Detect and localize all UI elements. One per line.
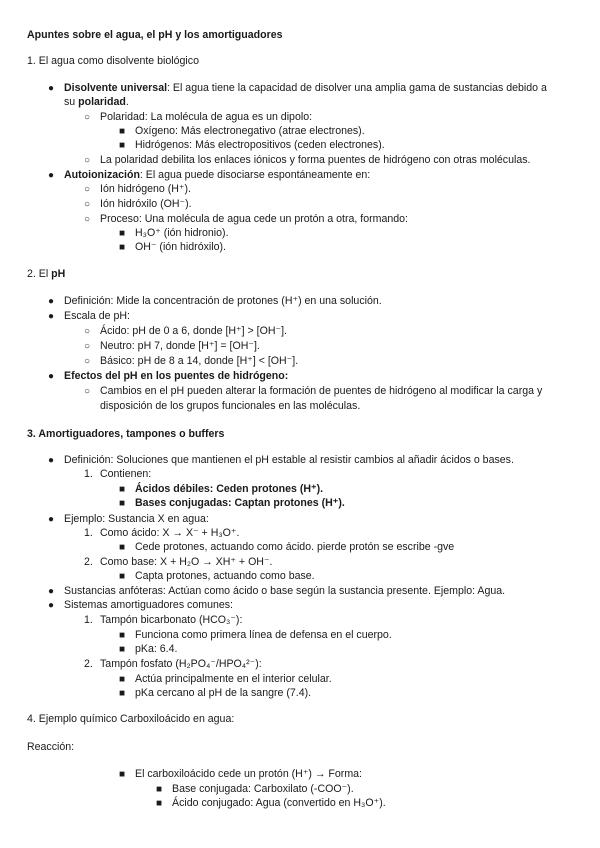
bullet-disc-icon (48, 513, 54, 526)
ph-definicion-item: Definición: Mide la concentración de protones (H⁺) en una solución. (64, 295, 382, 307)
bullet-square-icon (119, 483, 125, 496)
cambios-item-cont: disposición de los grupos funcionales en las moléculas. (100, 400, 361, 412)
proceso-item: Proceso: Una molécula de agua cede un protón a otra, formando: (100, 213, 408, 225)
neutro-item: Neutro: pH 7, donde [H⁺] = [OH⁻]. (100, 340, 260, 352)
funciona-item: Funciona como primera línea de defensa en el cuerpo. (135, 629, 392, 641)
hidroxilo-item: OH⁻ (ión hidróxilo). (135, 241, 226, 253)
bullet-disc-icon (48, 310, 54, 323)
bullet-circle-icon (84, 325, 90, 338)
bullet-disc-icon (48, 295, 54, 308)
bullet-disc-icon (48, 454, 54, 467)
disolvente-line (64, 82, 547, 95)
bullet-disc-icon (48, 169, 54, 182)
bullet-disc-icon (48, 370, 54, 383)
bullet-square-icon (156, 797, 162, 810)
bicarbonato-item: Tampón bicarbonato (HCO₃⁻): (100, 614, 243, 626)
basico-item: Básico: pH de 8 a 14, donde [H⁺] < [OH⁻]. (100, 355, 299, 367)
hidronio-item: H₃O⁺ (ión hidronio). (135, 227, 229, 239)
bullet-square-icon (119, 570, 125, 583)
section-2-heading (27, 268, 65, 281)
como-base-item: Como base: X + H₂O → XH⁺ + OH⁻. (100, 556, 273, 568)
disolvente-text-2a: su (64, 96, 79, 108)
carboxiloacido-cede-item: El carboxiloácido cede un protón (H⁺) → Forma: (135, 768, 362, 780)
polaridad-item: Polaridad: La molécula de agua es un dipolo: (100, 111, 313, 123)
bases-conjugadas-item: Bases conjugadas: Captan protones (H⁺). (135, 497, 345, 509)
ion-hidrogeno-item: Ión hidrógeno (H⁺). (100, 183, 191, 195)
bullet-disc-icon (48, 599, 54, 612)
section-1-heading: 1. El agua como disolvente biológico (27, 55, 199, 67)
section-3-heading: 3. Amortiguadores, tampones o buffers (27, 428, 225, 440)
bullet-square-icon (119, 687, 125, 700)
oxigeno-item: Oxígeno: Más electronegativo (atrae electrones). (135, 125, 365, 137)
bullet-square-icon (119, 768, 125, 781)
escala-item: Escala de pH: (64, 310, 130, 322)
bullet-square-icon (156, 783, 162, 796)
bullet-circle-icon (84, 111, 90, 124)
section-2-heading-ph: pH (51, 268, 66, 280)
bullet-circle-icon (84, 213, 90, 226)
autoionizacion-text: : El agua puede disociarse espontáneamente en: (139, 169, 371, 181)
bullet-square-icon (119, 629, 125, 642)
bullet-square-icon (119, 227, 125, 240)
cede-protones-item: Cede protones, actuando como ácido. pierde protón se escribe -gve (135, 541, 455, 553)
bullet-circle-icon (84, 198, 90, 211)
reaccion-label: Reacción: (27, 741, 75, 753)
ejemplo-item: Ejemplo: Sustancia X en agua: (64, 513, 209, 525)
section-2-heading-a: 2. El (27, 268, 52, 280)
bullet-disc-icon (48, 585, 54, 598)
polaridad-bold: polaridad (78, 96, 126, 108)
cambios-item: Cambios en el pH pueden alterar la formación de puentes de hidrógeno al modificar la carga y (100, 385, 543, 397)
bullet-square-icon (119, 125, 125, 138)
bullet-circle-icon (84, 183, 90, 196)
autoionizacion-line (64, 169, 370, 182)
acido-conjugado-item: Ácido conjugado: Agua (convertido en H₃O⁺). (172, 797, 386, 809)
bullet-square-icon (119, 139, 125, 152)
polaridad-debilita-item: La polaridad debilita los enlaces iónicos y forma puentes de hidrógeno con otras moléculas. (100, 154, 531, 166)
capta-protones-item: Capta protones, actuando como base. (135, 570, 315, 582)
document-title: Apuntes sobre el agua, el pH y los amortiguadores (27, 29, 283, 41)
bullet-circle-icon (84, 340, 90, 353)
disolvente-line-2 (64, 96, 129, 109)
list-number: 1. (84, 468, 93, 480)
pka-bicarbonato-item: pKa: 6.4. (135, 643, 178, 655)
bullet-circle-icon (84, 154, 90, 167)
list-number: 2. (84, 556, 93, 568)
hidrogenos-item: Hidrógenos: Más electropositivos (ceden electrones). (135, 139, 385, 151)
list-number: 1. (84, 527, 93, 539)
disolvente-text-2c: . (125, 96, 129, 108)
acidos-debiles-item: Ácidos débiles: Ceden protones (H⁺). (135, 483, 324, 495)
bullet-square-icon (119, 673, 125, 686)
ion-hidroxilo-item: Ión hidróxilo (OH⁻). (100, 198, 192, 210)
bullet-circle-icon (84, 385, 90, 398)
bullet-square-icon (119, 241, 125, 254)
list-number: 1. (84, 614, 93, 626)
contienen-item: Contienen: (100, 468, 152, 480)
bullet-square-icon (119, 541, 125, 554)
como-acido-item: Como ácido: X → X⁻ + H₃O⁺. (100, 527, 240, 539)
fosfato-item: Tampón fosfato (H₂PO₄⁻/HPO₄²⁻): (100, 658, 262, 670)
bullet-square-icon (119, 643, 125, 656)
sistemas-item: Sistemas amortiguadores comunes: (64, 599, 233, 611)
bullet-disc-icon (48, 82, 54, 95)
autoionizacion-label: Autoionización (64, 169, 140, 181)
disolvente-text: : El agua tiene la capacidad de disolver una amplia gama de sustancias debido a (167, 82, 547, 94)
bullet-square-icon (119, 497, 125, 510)
section-4-heading: 4. Ejemplo químico Carboxiloácido en agua: (27, 713, 235, 725)
pka-fosfato-item: pKa cercano al pH de la sangre (7.4). (135, 687, 312, 699)
acido-item: Ácido: pH de 0 a 6, donde [H⁺] > [OH⁻]. (100, 325, 287, 337)
amortiguador-definicion-item: Definición: Soluciones que mantienen el pH estable al resistir cambios al añadir ácidos o bases. (64, 454, 514, 466)
disolvente-label: Disolvente universal (64, 82, 168, 94)
efectos-item: Efectos del pH en los puentes de hidrógeno: (64, 370, 289, 382)
list-number: 2. (84, 658, 93, 670)
actua-item: Actúa principalmente en el interior celular. (135, 673, 332, 685)
bullet-circle-icon (84, 355, 90, 368)
anfoteras-item: Sustancias anfóteras: Actúan como ácido o base según la sustancia presente. Ejemplo: Agua. (64, 585, 506, 597)
base-conjugada-item: Base conjugada: Carboxilato (-COO⁻). (172, 783, 354, 795)
